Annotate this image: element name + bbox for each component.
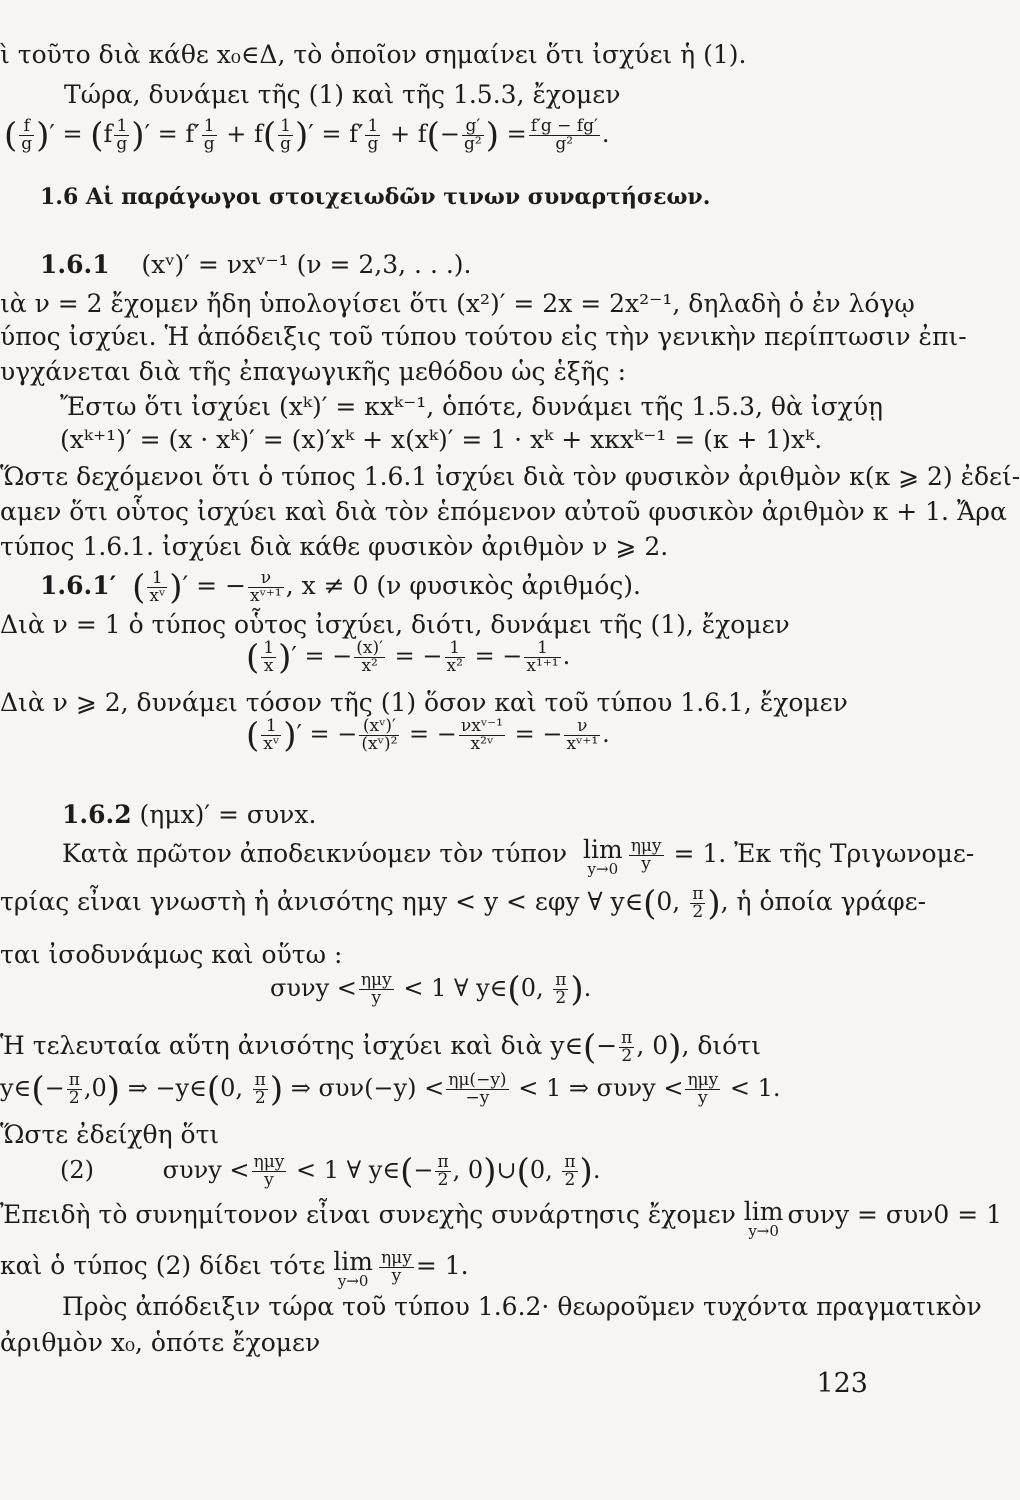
frac-1-over-g-c: $\frac{1}{g}$: [280, 116, 292, 154]
text-line-2: Τώρα, δυνάμει τῆς (1) καὶ τῆς 1.5.3, ἔχομεν: [64, 80, 621, 109]
text-line-8: υγχάνεται διὰ τῆς ἐπαγωγικῆς μεθόδου ὡς ἑξῆς :: [0, 357, 626, 386]
text-line-30: Πρὸς ἀπόδειξιν τώρα τοῦ τύπου 1.6.2· θεωροῦμεν τυχόντα πραγματικὸν: [62, 1292, 982, 1321]
frac-pi-over-2-f: $\frac{\pi}{2}$: [437, 1152, 449, 1190]
frac-xprime-over-x2: $\frac{(x)'}{\text{x²}}$: [356, 638, 384, 676]
frac-pi-over-2-d: $\frac{\pi}{2}$: [68, 1070, 80, 1108]
frac-pi-over-2: $\frac{\pi}{2}$: [692, 884, 704, 922]
formula-1-6-1-prime: 1.6.1′ ( $\frac{1}{\text{xᵛ}}$ )′ = − $\frac{\nu}{\text{xᵛ⁺¹}}$ , x ≠ 0 (ν φυσικὸς ἀριθμός).: [40, 567, 641, 608]
frac-hmy-over-y-d: $\frac{\text{ημy}}{y}$: [253, 1152, 285, 1190]
quotient-rule-equation: ( $\frac{f}{g}$ )′ = (f $\frac{1}{g}$ )′ = f′ $\frac{1}{g}$ + f( $\frac{1}{g}$ )′ = f′ $\frac{1}{g}$ + f(− $\frac{g'}{\text{g²}}$ ) = $\frac{f'g - fg'}{\text{g²}}$ .: [4, 115, 610, 156]
frac-gprime-over-g2: $\frac{g'}{\text{g²}}$: [463, 116, 482, 154]
frac-v-over-xv1: $\frac{\nu}{\text{xᵛ⁺¹}}$: [250, 568, 282, 606]
frac-pi-over-2-g: $\frac{\pi}{2}$: [564, 1152, 576, 1190]
frac-xvprime-over-xv2: $\frac{\text{(xᵛ)′}}{\text{(xᵛ)²}}$: [361, 716, 398, 754]
frac-hmy-over-y-e: $\frac{\text{ημy}}{y}$: [381, 1248, 412, 1286]
page-number: 123: [816, 1368, 868, 1399]
reciprocal-x-equation: ( $\frac{1}{x}$ )′ = − $\frac{(x)'}{\text{x²}}$ = − $\frac{1}{\text{x²}}$ = − $\frac{1}{\text{x¹⁺¹}}$ .: [246, 637, 571, 678]
frac-1-over-g-d: $\frac{1}{g}$: [367, 116, 379, 154]
text-line-24: Ἡ τελευταία αὕτη ἀνισότης ἰσχύει καὶ διὰ y∈(− $\frac{\pi}{2}$ , 0), διότι: [0, 1027, 761, 1068]
implication-chain: y∈(− $\frac{\pi}{2}$ ,0) ⇒ −y∈(0, $\frac{\pi}{2}$ ) ⇒ συν(−y) < $\frac{\eta\mu(-y)}{-y}$ < 1 ⇒ συνy < $\frac{\text{ημy}}{y}$ < 1.: [0, 1069, 781, 1110]
formula-1-6-1: 1.6.1 (xᵛ)′ = νxᵛ⁻¹ (ν = 2,3, . . .).: [40, 250, 472, 279]
text-line-26: Ὥστε ἐδείχθη ὅτι: [0, 1120, 220, 1149]
frac-quotient-result: $\frac{f'g - fg'}{\text{g²}}$: [530, 116, 598, 154]
text-line-13: τύπος 1.6.1. ἰσχύει διὰ κάθε φυσικὸν ἀριθμὸν ν ⩾ 2.: [0, 532, 669, 561]
frac-1-over-xv-b: $\frac{1}{\text{xᵛ}}$: [263, 716, 280, 754]
frac-1-over-x2: $\frac{1}{\text{x²}}$: [446, 638, 463, 676]
frac-pi-over-2-c: $\frac{\pi}{2}$: [621, 1028, 633, 1066]
inequality-2: (2) συνy < $\frac{\text{ημy}}{y}$ < 1 ∀ y∈(− $\frac{\pi}{2}$ , 0)∪(0, $\frac{\pi}{2}$ ).: [60, 1151, 601, 1192]
frac-1-over-g: $\frac{1}{g}$: [116, 116, 128, 154]
frac-hmmy-over-my: $\frac{\eta\mu(-y)}{-y}$: [448, 1070, 507, 1108]
frac-1-over-g-b: $\frac{1}{g}$: [203, 116, 215, 154]
text-line-28: Ἐπειδὴ τὸ συνημίτονον εἶναι συνεχὴς συνάρτησις ἔχομεν lim y→0 συνy = συν0 = 1: [0, 1197, 1003, 1240]
inequality-1: συνy < $\frac{\text{ημy}}{y}$ < 1 ∀ y∈(0, $\frac{\pi}{2}$ ).: [270, 969, 592, 1010]
text-line-12: αμεν ὅτι οὗτος ἰσχύει καὶ διὰ τὸν ἑπόμενον αὐτοῦ φυσικὸν ἀριθμὸν κ + 1. Ἄρα: [0, 497, 1007, 526]
text-line-11: Ὥστε δεχόμενοι ὅτι ὁ τύπος 1.6.1 ἰσχύει διὰ τὸν φυσικὸν ἀριθμὸν κ(κ ⩾ 2) ἐδεί-: [0, 462, 1020, 491]
frac-f-over-g: $\frac{f}{g}$: [21, 116, 33, 154]
section-heading: 1.6 Αἱ παράγωγοι στοιχειωδῶν τινων συναρτήσεων.: [40, 184, 711, 210]
frac-1-over-x11: $\frac{1}{\text{x¹⁺¹}}$: [526, 638, 559, 676]
text-line-1: ὶ τοῦτο διὰ κάθε x₀∈Δ, τὸ ὁποῖον σημαίνει ὅτι ἰσχύει ἡ (1).: [0, 40, 747, 69]
frac-1-over-x: $\frac{1}{x}$: [263, 638, 275, 676]
text-line-21: τρίας εἶναι γνωστὴ ἡ ἀνισότης ημy < y < εφy ∀ y∈(0, $\frac{\pi}{2}$ ), ἡ ὁποία γράφε-: [0, 883, 927, 924]
text-line-22: ται ἰσοδυνάμως καὶ οὕτω :: [0, 940, 343, 969]
text-line-15: Διὰ ν = 1 ὁ τύπος οὗτος ἰσχύει, διότι, δυνάμει τῆς (1), ἔχομεν: [0, 610, 790, 639]
limit-operator-c: lim y→0: [333, 1247, 373, 1290]
text-line-31: ἀριθμὸν x₀, ὁπότε ἔχομεν: [0, 1328, 321, 1357]
formula-1-6-2: 1.6.2 (ημx)′ = συνx.: [62, 800, 317, 829]
induction-equation: (xᵏ⁺¹)′ = (x · xᵏ)′ = (x)′xᵏ + x(xᵏ)′ = 1 · xᵏ + xκxᵏ⁻¹ = (κ + 1)xᵏ.: [60, 425, 823, 454]
text-line-20: Κατὰ πρῶτον ἀποδεικνύομεν τὸν τύπον lim y→0 $\frac{\text{ημy}}{y}$ = 1. Ἐκ τῆς Τριγωνομε-: [62, 835, 975, 878]
limit-operator: lim y→0: [582, 835, 623, 878]
frac-pi-over-2-b: $\frac{\pi}{2}$: [555, 970, 567, 1008]
frac-hmy-over-y-c: $\frac{\text{ημy}}{y}$: [687, 1070, 719, 1108]
frac-v-over-xv1-b: $\frac{\nu}{\text{xᵛ⁺¹}}$: [566, 716, 599, 754]
frac-vxv1-over-x2v: $\frac{\text{νxᵛ⁻¹}}{\text{x²ᵛ}}$: [460, 716, 503, 754]
reciprocal-power-equation: ( $\frac{1}{\text{xᵛ}}$ )′ = − $\frac{\text{(xᵛ)′}}{\text{(xᵛ)²}}$ = − $\frac{\text{νxᵛ⁻¹}}{\text{x²ᵛ}}$ = − $\frac{\nu}{\text{xᵛ⁺¹}}$ .: [246, 715, 610, 756]
limit-operator-b: lim y→0: [743, 1197, 784, 1240]
frac-pi-over-2-e: $\frac{\pi}{2}$: [254, 1070, 266, 1108]
frac-hmy-over-y-b: $\frac{\text{ημy}}{y}$: [360, 970, 392, 1008]
text-line-7: ύπος ἰσχύει. Ἡ ἀπόδειξις τοῦ τύπου τούτου εἰς τὴν γενικὴν περίπτωσιν ἐπι-: [0, 322, 967, 351]
text-line-29: καὶ ὁ τύπος (2) δίδει τότε lim y→0 $\frac{\text{ημy}}{y}$ = 1.: [0, 1247, 469, 1290]
text-line-9: Ἔστω ὅτι ἰσχύει (xᵏ)′ = κxᵏ⁻¹, ὁπότε, δυνάμει τῆς 1.5.3, θὰ ἰσχύῃ: [60, 392, 883, 421]
frac-1-over-xv: $\frac{1}{\text{xᵛ}}$: [149, 568, 166, 606]
text-line-6: ιὰ ν = 2 ἔχομεν ἤδη ὑπολογίσει ὅτι (x²)′ = 2x = 2x²⁻¹, δηλαδὴ ὁ ἐν λόγῳ: [0, 289, 915, 318]
frac-hmy-over-y: $\frac{\text{ημy}}{y}$: [630, 836, 662, 874]
text-line-17: Διὰ ν ⩾ 2, δυνάμει τόσον τῆς (1) ὅσον καὶ τοῦ τύπου 1.6.1, ἔχομεν: [0, 688, 848, 717]
